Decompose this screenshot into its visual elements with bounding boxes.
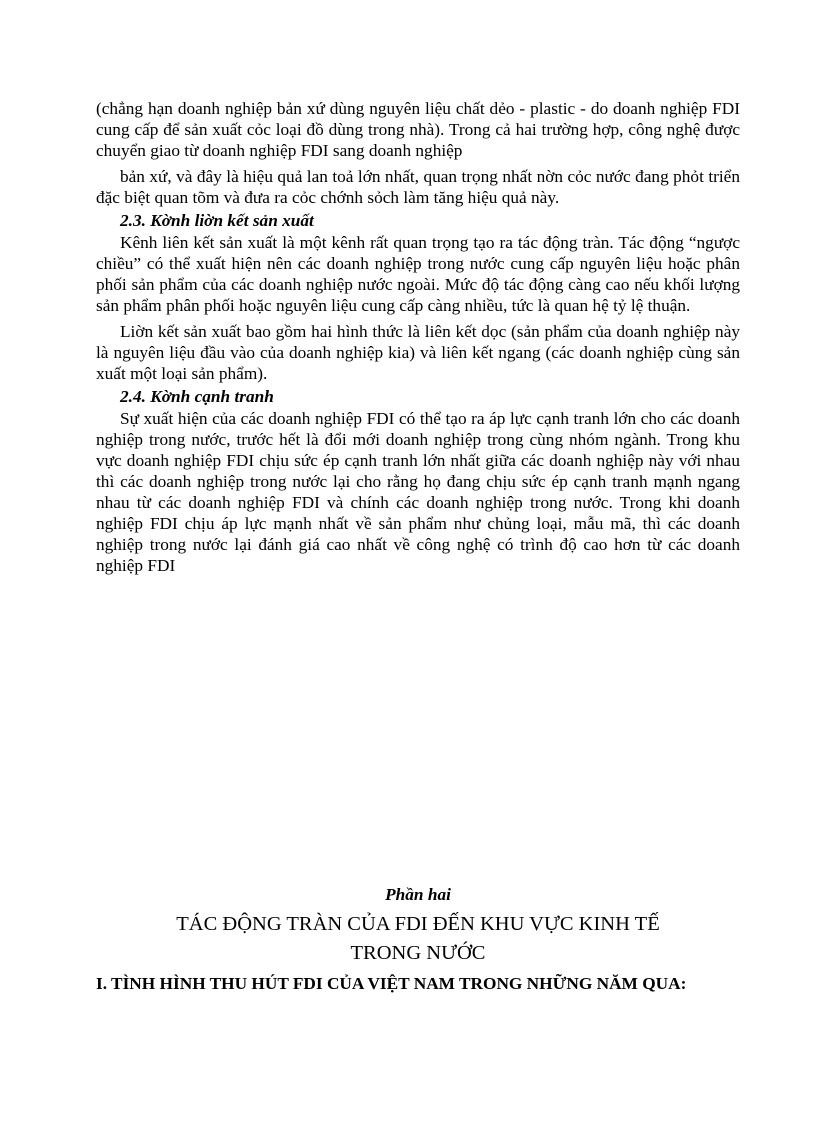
part-title (96, 910, 740, 968)
part-title-line-2: TRONG NƯỚC (350, 942, 486, 964)
heading-2-4: 2.4. Kờnh cạnh tranh (120, 387, 274, 406)
part-label: Phần hai (385, 885, 451, 904)
body-text (96, 98, 740, 576)
part-title-line-1: TÁC ĐỘNG TRÀN CỦA FDI ĐẾN KHU VỰC KINH TẾ (176, 913, 660, 935)
paragraph-2-4-1: Sự xuất hiện của các doanh nghiệp FDI có thể tạo ra áp lực cạnh tranh lớn cho các doanh nghiệp trong nước, trước hết là đổi mới doanh nghiệp trong cùng nhóm ngành. Trong khu vực doanh nghiệp FDI chịu sức ép cạnh tranh lớn nhất giữa các doanh nghiệp này với nhau thì các doanh nghiệp trong nước lại cho rằng họ đang chịu sức ép cạnh tranh mạnh ngang nhau từ các doanh nghiệp FDI và chính các doanh nghiệp trong nước. Trong khi doanh nghiệp FDI chịu áp lực mạnh nhất về sản phẩm như chủng loại, mẫu mã, thì các doanh nghiệp trong nước lại đánh giá cao nhất về công nghệ có trình độ cao hơn từ các doanh nghiệp FDI (96, 409, 740, 575)
paragraph-2-3-2: Liờn kết sản xuất bao gồm hai hình thức là liên kết dọc (sản phẩm của doanh nghiệp này là nguyên liệu đầu vào của doanh nghiệp kia) và liên kết ngang (các doanh nghiệp cùng sản xuất một loại sản phẩm). (96, 322, 740, 383)
heading-2-3: 2.3. Kờnh liờn kết sản xuất (120, 211, 314, 230)
paragraph-2-2-conclusion: bản xứ, và đây là hiệu quả lan toả lớn nhất, quan trọng nhất nờn cỏc nước đang phỏt triển đặc biệt quan tõm và đưa ra cỏc chớnh sỏch làm tăng hiệu quả này. (96, 167, 740, 207)
paragraph-2-2-continued: (chẳng hạn doanh nghiệp bản xứ dùng nguyên liệu chất dẻo - plastic - do doanh nghiệp FDI cung cấp để sản xuất cỏc loại đồ dùng trong nhà). Trong cả hai trường hợp, công nghệ được chuyển giao từ doanh nghiệp FDI sang doanh nghiệp (96, 99, 740, 160)
paragraph-2-3-1: Kênh liên kết sản xuất là một kênh rất quan trọng tạo ra tác động tràn. Tác động “ngược chiều” có thể xuất hiện nên các doanh nghiệp trong nước cung cấp nguyên liệu hoặc phân phối sản phẩm của các doanh nghiệp nước ngoài. Mức độ tác động càng cao nếu khối lượng sản phẩm phân phối hoặc nguyên liệu cung cấp càng nhiều, tức là quan hệ tỷ lệ thuận. (96, 233, 740, 315)
section-heading-1: I. TÌNH HÌNH THU HÚT FDI CỦA VIỆT NAM TRONG NHỮNG NĂM QUA: (96, 974, 687, 993)
